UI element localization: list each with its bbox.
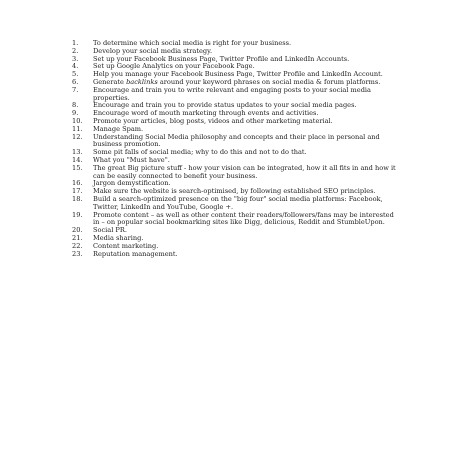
- item-text: The great Big picture stuff - how your vision can be integrated, how it all fits in and how it can be easily connected to benefit your business.: [93, 163, 396, 180]
- services-list: [60, 40, 400, 258]
- item-text: Encourage and train you to write relevant and engaging posts to your social media properties.: [93, 85, 371, 102]
- item-number: 2.: [72, 46, 79, 55]
- item-text: Content marketing.: [93, 241, 159, 250]
- item-text: Encourage word of mouth marketing through events and activities.: [93, 109, 319, 118]
- item-number: 20.: [72, 226, 83, 235]
- item-number: 8.: [72, 101, 79, 110]
- item-number: 9.: [72, 109, 79, 118]
- item-text: Promote content – as well as other content their readers/followers/fans may be interested in – on popular social bookmarking sites like Digg, delicious, Reddit and StumbleUpon.: [93, 210, 394, 227]
- list-item: [60, 251, 400, 259]
- item-text: Media sharing.: [93, 233, 144, 242]
- item-text: Help you manage your Facebook Business Page, Twitter Profile and LinkedIn Account.: [93, 70, 383, 79]
- item-number: 12.: [72, 132, 83, 141]
- item-text: Encourage and train you to provide status updates to your social media pages.: [93, 101, 357, 110]
- item-number: 13.: [72, 148, 83, 157]
- item-number: 22.: [72, 241, 83, 250]
- list-item: [60, 196, 400, 212]
- item-text: What you "Must have".: [93, 155, 170, 164]
- item-text: Make sure the website is search-optimised, by following established SEO principles.: [93, 187, 376, 196]
- item-number: 23.: [72, 249, 83, 258]
- item-number: 15.: [72, 163, 83, 172]
- list-item: [60, 87, 400, 103]
- item-text: Promote your articles, blog posts, videos and other marketing material.: [93, 116, 333, 125]
- item-number: 1.: [72, 39, 79, 47]
- item-text: Understanding Social Media philosophy and concepts and their place in personal and business promotion.: [93, 132, 380, 149]
- item-number: 21.: [72, 233, 83, 242]
- item-number: 4.: [72, 62, 79, 71]
- item-text: Reputation management.: [93, 249, 178, 258]
- item-number: 19.: [72, 210, 83, 219]
- list-item: [60, 134, 400, 150]
- item-text: To determine which social media is right for your business.: [93, 39, 292, 47]
- item-text: Some pit falls of social media; why to do this and not to do that.: [93, 148, 307, 157]
- list-item: [60, 165, 400, 181]
- item-text-pre: Generate: [93, 77, 127, 86]
- item-number: 16.: [72, 179, 83, 188]
- item-number: 5.: [72, 70, 79, 79]
- item-text-emphasis: backlinks: [126, 77, 158, 86]
- item-text: Build a search-optimized presence on the "big four" social media platforms: Facebook, Twitter, LinkedIn and YouTube, Google +.: [93, 194, 383, 211]
- item-number: 17.: [72, 187, 83, 196]
- item-number: 6.: [72, 77, 79, 86]
- item-text: Manage Spam.: [93, 124, 144, 133]
- item-number: 18.: [72, 194, 83, 203]
- item-number: 3.: [72, 54, 79, 63]
- item-text: Set up your Facebook Business Page, Twitter Profile and LinkedIn Accounts.: [93, 54, 350, 63]
- item-text: Set up Google Analytics on your Facebook Page.: [93, 62, 255, 71]
- item-number: 10.: [72, 116, 83, 125]
- item-number: 7.: [72, 85, 79, 94]
- item-text: Jargon demystification.: [93, 179, 171, 188]
- item-text: Develop your social media strategy.: [93, 46, 213, 55]
- item-number: 11.: [72, 124, 83, 133]
- item-text: Social PR.: [93, 226, 127, 235]
- item-text-rest: around your keyword phrases on social media & forum platforms.: [157, 77, 381, 86]
- list-item: [60, 212, 400, 228]
- item-number: 14.: [72, 155, 83, 164]
